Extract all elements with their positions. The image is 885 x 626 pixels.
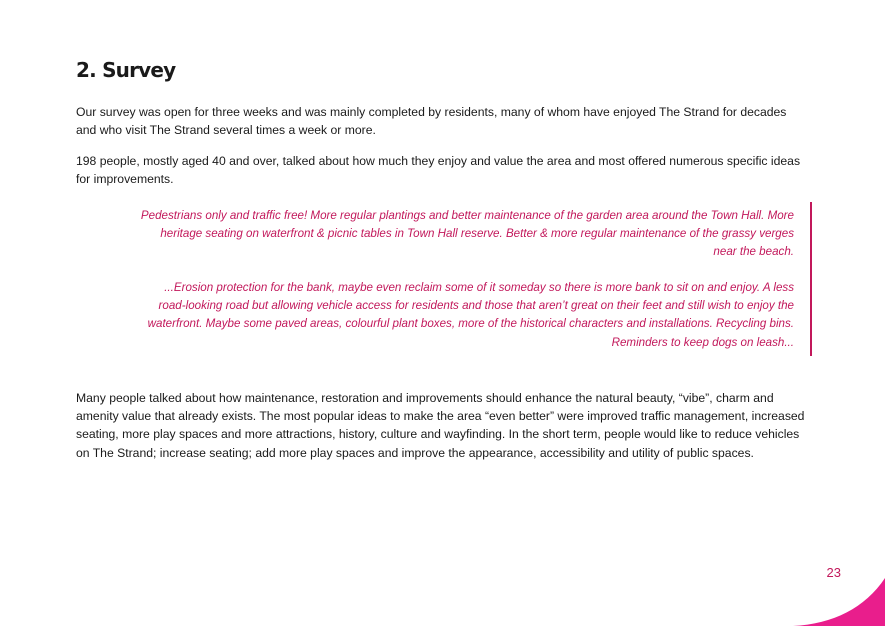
page-title: 2. Survey: [76, 58, 176, 82]
quote-text: ...Erosion protection for the bank, maybe even reclaim some of it someday so there is more bank to sit on and enjoy. A less road-looking road but allowing vehicle access for residents and those that aren’t great on their feet and still wish to enjoy the waterfront. Maybe some paved areas, colourful plant boxes, more of the historical characters and installations. Recycling bins. Reminders to keep dogs on leash...: [147, 281, 794, 349]
corner-wave-shape: [793, 578, 885, 626]
corner-decoration: [793, 578, 885, 626]
quote-block: [140, 202, 812, 356]
quote-text: Pedestrians only and traffic free! More regular plantings and better maintenance of the garden area around the Town Hall. More heritage seating on waterfront & picnic tables in Town Hall reserve. Better & more regular maintenance of the grassy verges near the beach.: [140, 209, 794, 259]
summary-paragraph: Many people talked about how maintenance, restoration and improvements should enhance the natural beauty, “vibe”, charm and amenity value that already exists. The most popular ideas to make the area “even better” were improved traffic management, increased seating, more play spaces and more attractions, history, culture and wayfinding. In the short term, people would like to reduce vehicles on The Strand; increase seating; add more play spaces and improve the appearance, accessibility and utility of public spaces.: [76, 391, 805, 460]
intro-paragraph: Our survey was open for three weeks and was mainly completed by residents, many of whom have enjoyed The Strand for decades and who visit The Strand several times a week or more.: [76, 105, 787, 138]
participants-paragraph: 198 people, mostly aged 40 and over, talked about how much they enjoy and value the area and most offered numerous specific ideas for improvements.: [76, 154, 801, 187]
page-number: 23: [826, 565, 841, 580]
